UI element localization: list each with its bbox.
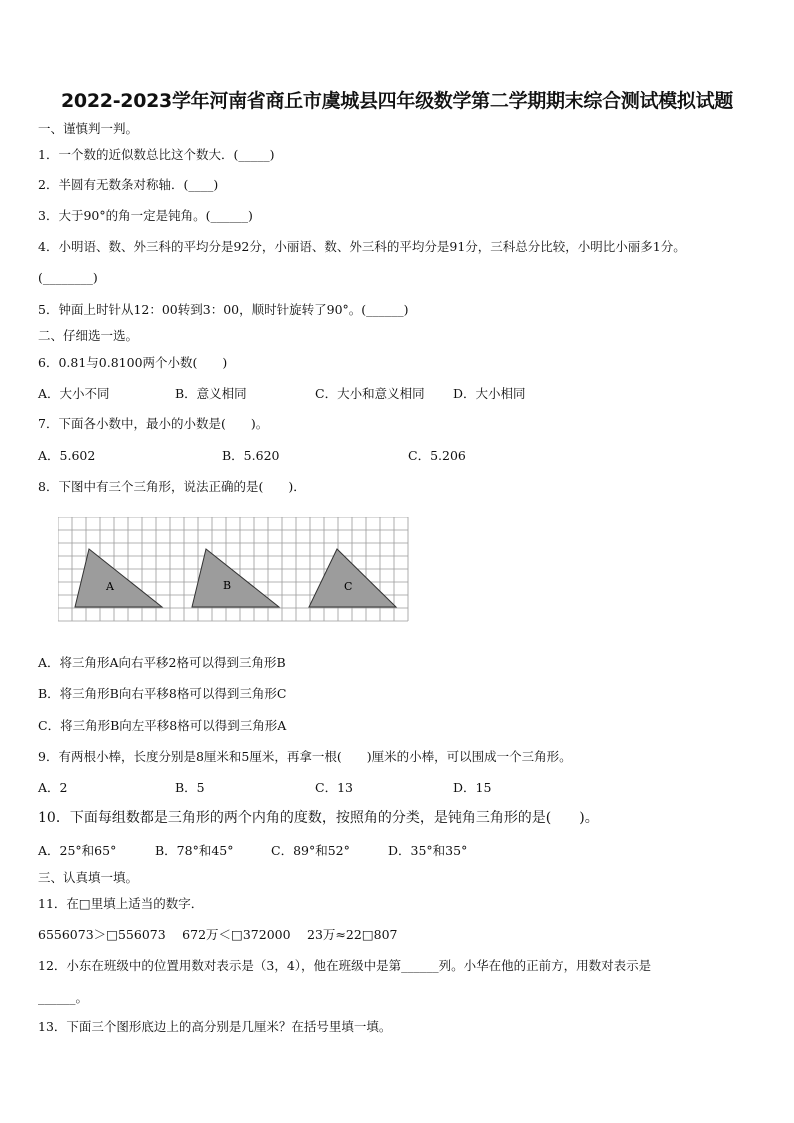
triangle-a	[75, 549, 162, 607]
question-12-blank: ______。	[38, 990, 89, 1005]
q8-option-a: A．将三角形A向右平移2格可以得到三角形B	[38, 655, 286, 670]
triangle-b	[192, 549, 279, 607]
question-4: 4．小明语、数、外三科的平均分是92分，小丽语、数、外三科的平均分是91分，三科总分比较，小明比小丽多1分。	[38, 239, 686, 254]
triangle-b-label: B	[223, 579, 232, 592]
section-heading-1: 一、谨慎判一判。	[38, 121, 139, 136]
section-heading-2: 二、仔细选一选。	[38, 328, 139, 343]
question-13: 13．下面三个图形底边上的高分别是几厘米？在括号里填一填。	[38, 1019, 392, 1034]
q10-option-c: C．89°和52°	[271, 843, 350, 858]
q9-option-a: A．2	[38, 780, 68, 795]
section-heading-3: 三、认真填一填。	[38, 870, 139, 885]
question-6: 6．0.81与0.8100两个小数( )	[38, 355, 228, 370]
q9-option-b: B．5	[175, 780, 205, 795]
q9-option-c: C．13	[315, 780, 353, 795]
page-title: 2022-2023学年河南省商丘市虞城县四年级数学第二学期期末综合测试模拟试题	[61, 90, 733, 112]
q8-option-b: B．将三角形B向右平移8格可以得到三角形C	[38, 686, 287, 701]
q6-option-c: C．大小和意义相同	[315, 386, 425, 401]
question-12: 12．小东在班级中的位置用数对表示是（3，4），他在班级中是第______列。小华在他的正前方，用数对表示是	[38, 958, 652, 973]
triangle-grid-figure	[58, 517, 414, 623]
question-5: 5．钟面上时针从12：00转到3：00，顺时针旋转了90°。(______)	[38, 302, 409, 317]
triangle-c	[309, 549, 396, 607]
q6-option-a: A．大小不同	[38, 386, 110, 401]
q7-option-b: B．5.620	[222, 448, 280, 463]
question-4-blank: (________)	[38, 270, 98, 285]
q9-option-d: D．15	[453, 780, 492, 795]
q8-option-c: C．将三角形B向左平移8格可以得到三角形A	[38, 718, 287, 733]
question-11-expressions: 6556073＞□556073 672万＜□372000 23万≈22□807	[38, 927, 398, 942]
q7-option-a: A．5.602	[38, 448, 96, 463]
question-8: 8．下图中有三个三角形，说法正确的是( )．	[38, 479, 306, 494]
question-11: 11．在□里填上适当的数字．	[38, 896, 204, 911]
q6-option-b: B．意义相同	[175, 386, 247, 401]
triangle-c-label: C	[344, 580, 353, 593]
question-1: 1．一个数的近似数总比这个数大．(_____)	[38, 147, 275, 162]
q10-option-a: A．25°和65°	[38, 843, 117, 858]
question-3: 3．大于90°的角一定是钝角。(______)	[38, 208, 253, 223]
q10-option-d: D．35°和35°	[388, 843, 468, 858]
q6-option-d: D．大小相同	[453, 386, 526, 401]
question-10: 10．下面每组数都是三角形的两个内角的度数，按照角的分类，是钝角三角形的是( )。	[38, 810, 599, 826]
q10-option-b: B．78°和45°	[155, 843, 234, 858]
q7-option-c: C．5.206	[408, 448, 466, 463]
question-7: 7．下面各小数中，最小的小数是( )。	[38, 416, 269, 431]
question-9: 9．有两根小棒，长度分别是8厘米和5厘米，再拿一根( )厘米的小棒，可以围成一个三角形。	[38, 749, 572, 764]
triangle-a-label: A	[106, 580, 114, 593]
question-2: 2．半圆有无数条对称轴．(____)	[38, 177, 219, 192]
